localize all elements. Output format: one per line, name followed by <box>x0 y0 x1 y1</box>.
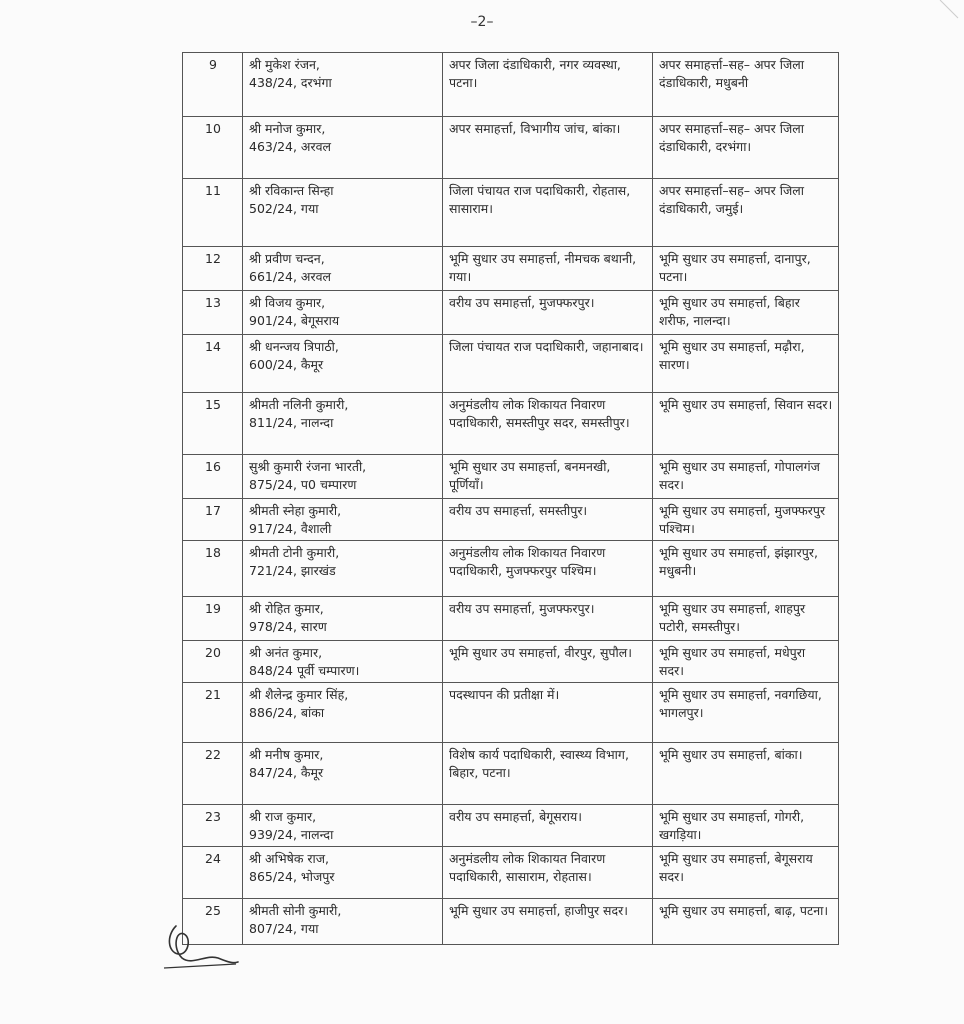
new-posting: भूमि सुधार उप समाहर्त्ता, बिहार शरीफ, नालन्दा। <box>653 291 839 335</box>
serial-number: 11 <box>183 179 243 247</box>
current-posting: वरीय उप समाहर्त्ता, समस्तीपुर। <box>443 499 653 541</box>
current-posting: वरीय उप समाहर्त्ता, मुजफ्फरपुर। <box>443 597 653 641</box>
officer-name: श्रीमती स्नेहा कुमारी, <box>249 503 342 518</box>
serial-number: 12 <box>183 247 243 291</box>
table-body <box>183 53 839 945</box>
officer-name: श्री प्रवीण चन्दन, <box>249 251 325 266</box>
new-posting: भूमि सुधार उप समाहर्त्ता, बेगूसराय सदर। <box>653 847 839 899</box>
table-row <box>183 247 839 291</box>
officer-cell <box>243 247 443 291</box>
serial-number: 13 <box>183 291 243 335</box>
officer-batch-home-district: 848/24 पूर्वी चम्पारण। <box>249 663 360 678</box>
officer-cell <box>243 291 443 335</box>
officer-batch-home-district: 807/24, गया <box>249 921 319 936</box>
officer-batch-home-district: 847/24, कैमूर <box>249 765 324 780</box>
officer-batch-home-district: 901/24, बेगूसराय <box>249 313 340 328</box>
current-posting: जिला पंचायत राज पदाधिकारी, जहानाबाद। <box>443 335 653 393</box>
table-row <box>183 541 839 597</box>
page-number: –2– <box>470 14 494 30</box>
officer-name: सुश्री कुमारी रंजना भारती, <box>249 459 367 474</box>
new-posting: भूमि सुधार उप समाहर्त्ता, दानापुर, पटना। <box>653 247 839 291</box>
serial-number: 23 <box>183 805 243 847</box>
officer-batch-home-district: 661/24, अरवल <box>249 269 332 284</box>
officer-cell <box>243 847 443 899</box>
officer-name: श्री शैलेन्द्र कुमार सिंह, <box>249 687 349 702</box>
officer-batch-home-district: 463/24, अरवल <box>249 139 332 154</box>
new-posting: भूमि सुधार उप समाहर्त्ता, गोगरी, खगड़िया। <box>653 805 839 847</box>
officer-batch-home-district: 939/24, नालन्दा <box>249 827 334 842</box>
officer-batch-home-district: 438/24, दरभंगा <box>249 75 332 90</box>
new-posting: अपर समाहर्त्ता–सह– अपर जिला दंडाधिकारी, मधुबनी <box>653 53 839 117</box>
current-posting: अपर जिला दंडाधिकारी, नगर व्यवस्था, पटना। <box>443 53 653 117</box>
officer-batch-home-district: 917/24, वैशाली <box>249 521 332 536</box>
serial-number: 18 <box>183 541 243 597</box>
handwritten-signature <box>162 918 242 978</box>
serial-number: 22 <box>183 743 243 805</box>
officer-cell <box>243 805 443 847</box>
officer-name: श्री रविकान्त सिन्हा <box>249 183 334 198</box>
table-row <box>183 393 839 455</box>
new-posting: अपर समाहर्त्ता–सह– अपर जिला दंडाधिकारी, दरभंगा। <box>653 117 839 179</box>
new-posting: भूमि सुधार उप समाहर्त्ता, सिवान सदर। <box>653 393 839 455</box>
officer-name: श्री विजय कुमार, <box>249 295 326 310</box>
officer-name: श्री धनन्जय त्रिपाठी, <box>249 339 339 354</box>
new-posting: भूमि सुधार उप समाहर्त्ता, गोपालगंज सदर। <box>653 455 839 499</box>
new-posting: अपर समाहर्त्ता–सह– अपर जिला दंडाधिकारी, जमुई। <box>653 179 839 247</box>
officer-cell <box>243 899 443 945</box>
officer-name: श्री मुकेश रंजन, <box>249 57 320 72</box>
table-row <box>183 53 839 117</box>
serial-number: 25 <box>183 899 243 945</box>
officer-cell <box>243 499 443 541</box>
officer-name: श्री अभिषेक राज, <box>249 851 330 866</box>
table-row <box>183 117 839 179</box>
new-posting: भूमि सुधार उप समाहर्त्ता, मढ़ौरा, सारण। <box>653 335 839 393</box>
current-posting: विशेष कार्य पदाधिकारी, स्वास्थ्य विभाग, बिहार, पटना। <box>443 743 653 805</box>
serial-number: 10 <box>183 117 243 179</box>
officer-cell <box>243 641 443 683</box>
new-posting: भूमि सुधार उप समाहर्त्ता, शाहपुर पटोरी, समस्तीपुर। <box>653 597 839 641</box>
table-row <box>183 683 839 743</box>
officer-batch-home-district: 978/24, सारण <box>249 619 327 634</box>
officer-cell <box>243 683 443 743</box>
table-row <box>183 805 839 847</box>
new-posting: भूमि सुधार उप समाहर्त्ता, बाढ़, पटना। <box>653 899 839 945</box>
officer-batch-home-district: 865/24, भोजपुर <box>249 869 335 884</box>
current-posting: वरीय उप समाहर्त्ता, मुजफ्फरपुर। <box>443 291 653 335</box>
table-row <box>183 455 839 499</box>
officer-cell <box>243 743 443 805</box>
officer-cell <box>243 597 443 641</box>
officer-name: श्री रोहित कुमार, <box>249 601 324 616</box>
officer-cell <box>243 179 443 247</box>
officer-cell <box>243 335 443 393</box>
serial-number: 20 <box>183 641 243 683</box>
current-posting: भूमि सुधार उप समाहर्त्ता, हाजीपुर सदर। <box>443 899 653 945</box>
officer-batch-home-district: 600/24, कैमूर <box>249 357 324 372</box>
officer-batch-home-district: 721/24, झारखंड <box>249 563 336 578</box>
new-posting: भूमि सुधार उप समाहर्त्ता, नवगछिया, भागलपुर। <box>653 683 839 743</box>
current-posting: पदस्थापन की प्रतीक्षा में। <box>443 683 653 743</box>
scan-corner-mark <box>920 0 960 20</box>
officer-name: श्री मनोज कुमार, <box>249 121 326 136</box>
serial-number: 9 <box>183 53 243 117</box>
table-row <box>183 847 839 899</box>
serial-number: 19 <box>183 597 243 641</box>
officer-name: श्री अनंत कुमार, <box>249 645 323 660</box>
officer-cell <box>243 541 443 597</box>
officer-batch-home-district: 886/24, बांका <box>249 705 325 720</box>
current-posting: भूमि सुधार उप समाहर्त्ता, नीमचक बथानी, गया। <box>443 247 653 291</box>
officer-name: श्रीमती टोनी कुमारी, <box>249 545 340 560</box>
table-row <box>183 335 839 393</box>
serial-number: 15 <box>183 393 243 455</box>
officer-name: श्री राज कुमार, <box>249 809 317 824</box>
officer-name: श्री मनीष कुमार, <box>249 747 324 762</box>
officer-batch-home-district: 811/24, नालन्दा <box>249 415 334 430</box>
officer-batch-home-district: 875/24, प0 चम्पारण <box>249 477 357 492</box>
serial-number: 17 <box>183 499 243 541</box>
current-posting: अपर समाहर्त्ता, विभागीय जांच, बांका। <box>443 117 653 179</box>
officer-name: श्रीमती नलिनी कुमारी, <box>249 397 349 412</box>
serial-number: 16 <box>183 455 243 499</box>
serial-number: 21 <box>183 683 243 743</box>
table-row <box>183 899 839 945</box>
table-row <box>183 597 839 641</box>
current-posting: वरीय उप समाहर्त्ता, बेगूसराय। <box>443 805 653 847</box>
officer-cell <box>243 455 443 499</box>
new-posting: भूमि सुधार उप समाहर्त्ता, मधेपुरा सदर। <box>653 641 839 683</box>
officer-cell <box>243 393 443 455</box>
current-posting: अनुमंडलीय लोक शिकायत निवारण पदाधिकारी, समस्तीपुर सदर, समस्तीपुर। <box>443 393 653 455</box>
current-posting: जिला पंचायत राज पदाधिकारी, रोहतास, सासाराम। <box>443 179 653 247</box>
officer-cell <box>243 53 443 117</box>
current-posting: भूमि सुधार उप समाहर्त्ता, वीरपुर, सुपौल। <box>443 641 653 683</box>
current-posting: अनुमंडलीय लोक शिकायत निवारण पदाधिकारी, सासाराम, रोहतास। <box>443 847 653 899</box>
table-row <box>183 291 839 335</box>
transfer-posting-table <box>182 52 839 945</box>
current-posting: भूमि सुधार उप समाहर्त्ता, बनमनखी, पूर्णियाँ। <box>443 455 653 499</box>
serial-number: 24 <box>183 847 243 899</box>
new-posting: भूमि सुधार उप समाहर्त्ता, बांका। <box>653 743 839 805</box>
new-posting: भूमि सुधार उप समाहर्त्ता, झंझारपुर, मधुबनी। <box>653 541 839 597</box>
current-posting: अनुमंडलीय लोक शिकायत निवारण पदाधिकारी, मुजफ्फरपुर पश्चिम। <box>443 541 653 597</box>
table-row <box>183 743 839 805</box>
table-row <box>183 499 839 541</box>
table-row <box>183 179 839 247</box>
serial-number: 14 <box>183 335 243 393</box>
officer-cell <box>243 117 443 179</box>
table-row <box>183 641 839 683</box>
officer-batch-home-district: 502/24, गया <box>249 201 319 216</box>
new-posting: भूमि सुधार उप समाहर्त्ता, मुजफ्फरपुर पश्चिम। <box>653 499 839 541</box>
officer-name: श्रीमती सोनी कुमारी, <box>249 903 342 918</box>
